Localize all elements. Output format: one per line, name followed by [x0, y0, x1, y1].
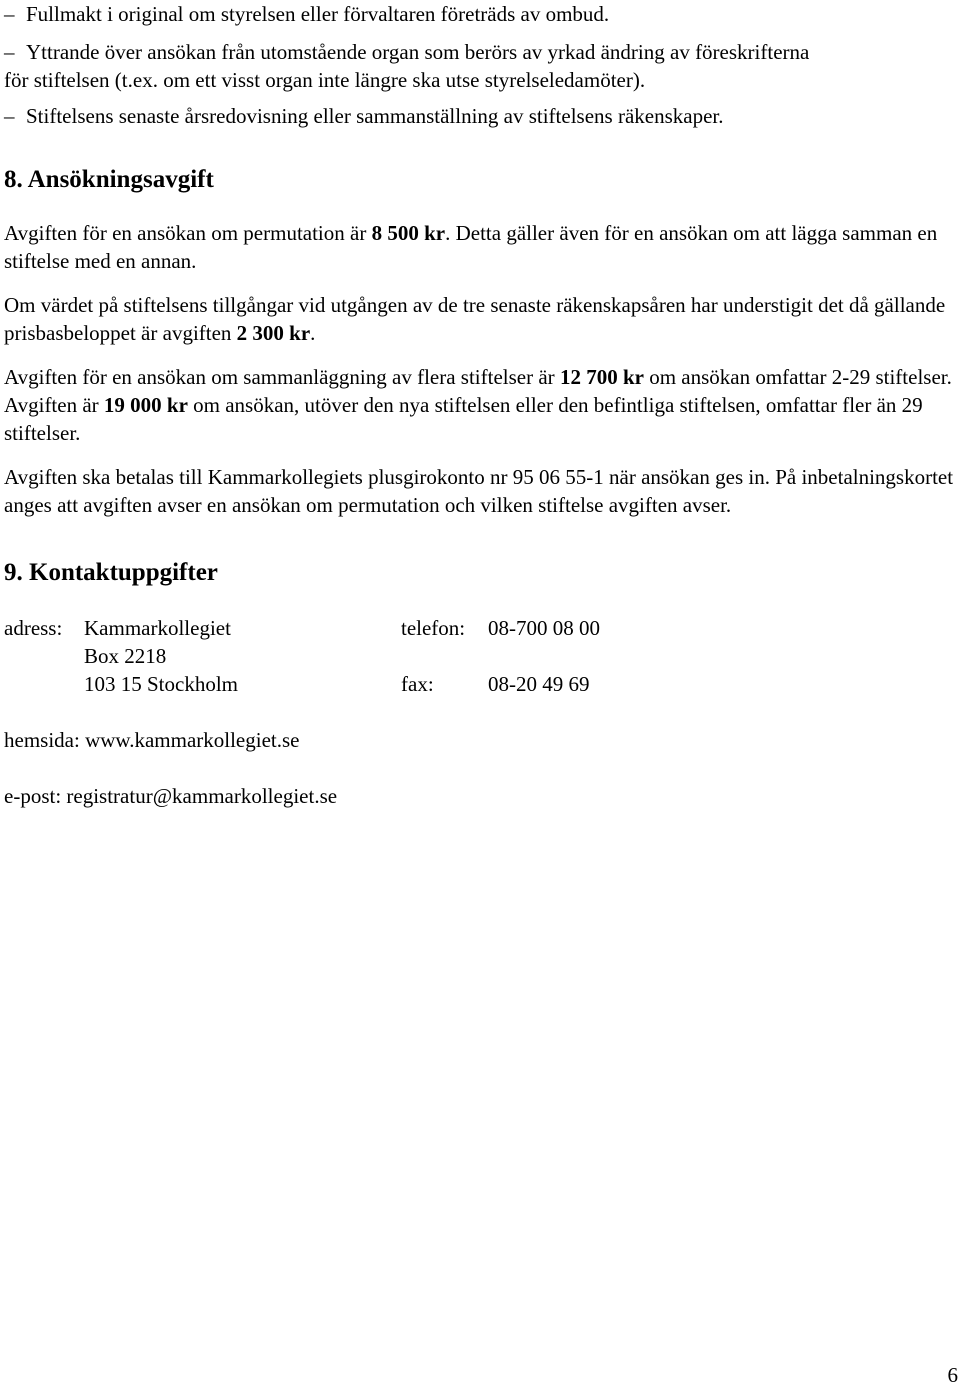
fee-paragraph-reduced: [4, 291, 954, 347]
phone-number: 08-700 08 00: [488, 616, 600, 640]
address-line: Box 2218: [84, 644, 167, 668]
contact-table: [4, 614, 954, 698]
text-run: om ansökan omfattar 2-29 stiftelser. Avgiften är: [4, 365, 952, 417]
bullet-dash: –: [4, 2, 15, 26]
text-run: Avgiften för en ansökan om sammanläggning av flera stiftelser är: [4, 365, 560, 389]
text-run: Om värdet på stiftelsens tillgångar vid utgången av de tre senaste räkenskapsåren har understigit det då gällande prisbasbeloppet är avgiften: [4, 293, 946, 345]
website-line: hemsida: www.kammarkollegiet.se: [4, 728, 300, 752]
fee-amount: 2 300 kr: [236, 321, 311, 345]
address-line: 103 15 Stockholm: [84, 672, 239, 696]
bullet-dash: –: [4, 40, 15, 64]
text-run: Avgiften för en ansökan om permutation är: [4, 221, 372, 245]
address-label: adress:: [4, 616, 63, 640]
fee-amount: 12 700 kr: [559, 365, 644, 389]
fee-amount: 8 500 kr: [371, 221, 446, 245]
email-line: e-post: registratur@kammarkollegiet.se: [4, 784, 338, 808]
page-number: 6: [947, 1363, 958, 1387]
fee-amount: 19 000 kr: [103, 393, 188, 417]
empty-cell: [4, 642, 84, 670]
section-heading-fee: 8. Ansökningsavgift: [4, 166, 214, 193]
fax-number: 08-20 49 69: [488, 672, 590, 696]
empty-cell: [488, 642, 688, 670]
list-item: [4, 0, 954, 28]
list-item-text: Stiftelsens senaste årsredovisning eller sammanställning av stiftelsens räkenskaper.: [26, 104, 724, 128]
list-item-continuation: för stiftelsen (t.ex. om ett visst organ inte längre ska utse styrelseledamöter).: [4, 68, 646, 92]
phone-label: telefon:: [401, 616, 466, 640]
list-item: [4, 38, 954, 94]
address-line: Kammarkollegiet: [84, 616, 231, 640]
section-heading-contact: 9. Kontaktuppgifter: [4, 559, 218, 586]
fax-label: fax:: [401, 672, 434, 696]
text-run: om ansökan, utöver den nya stiftelsen eller den befintliga stiftelsen, omfattar fler än 29 stiftelser.: [4, 393, 923, 445]
payment-paragraph: Avgiften ska betalas till Kammarkollegiets plusgirokonto nr 95 06 55-1 när ansökan ges in. På inbetalningskortet anges att avgiften avser en ansökan om permutation och vilken stiftelse avgiften avser.: [4, 465, 954, 517]
bullet-dash: –: [4, 104, 15, 128]
empty-cell: [4, 670, 84, 698]
list-item-text: Fullmakt i original om styrelsen eller förvaltaren företräds av ombud.: [26, 2, 610, 26]
document-page: [4, 0, 954, 810]
attachment-list: [4, 0, 954, 130]
empty-cell: [401, 642, 488, 670]
text-run: .: [310, 321, 316, 345]
fee-paragraph-permutation: [4, 219, 954, 275]
list-item: [4, 102, 954, 130]
fee-paragraph-merger: [4, 363, 954, 447]
list-item-text: Yttrande över ansökan från utomstående organ som berörs av yrkad ändring av föreskrifterna: [26, 40, 810, 64]
text-run: . Detta gäller även för en ansökan om att lägga samman en stiftelse med en annan.: [4, 221, 938, 273]
